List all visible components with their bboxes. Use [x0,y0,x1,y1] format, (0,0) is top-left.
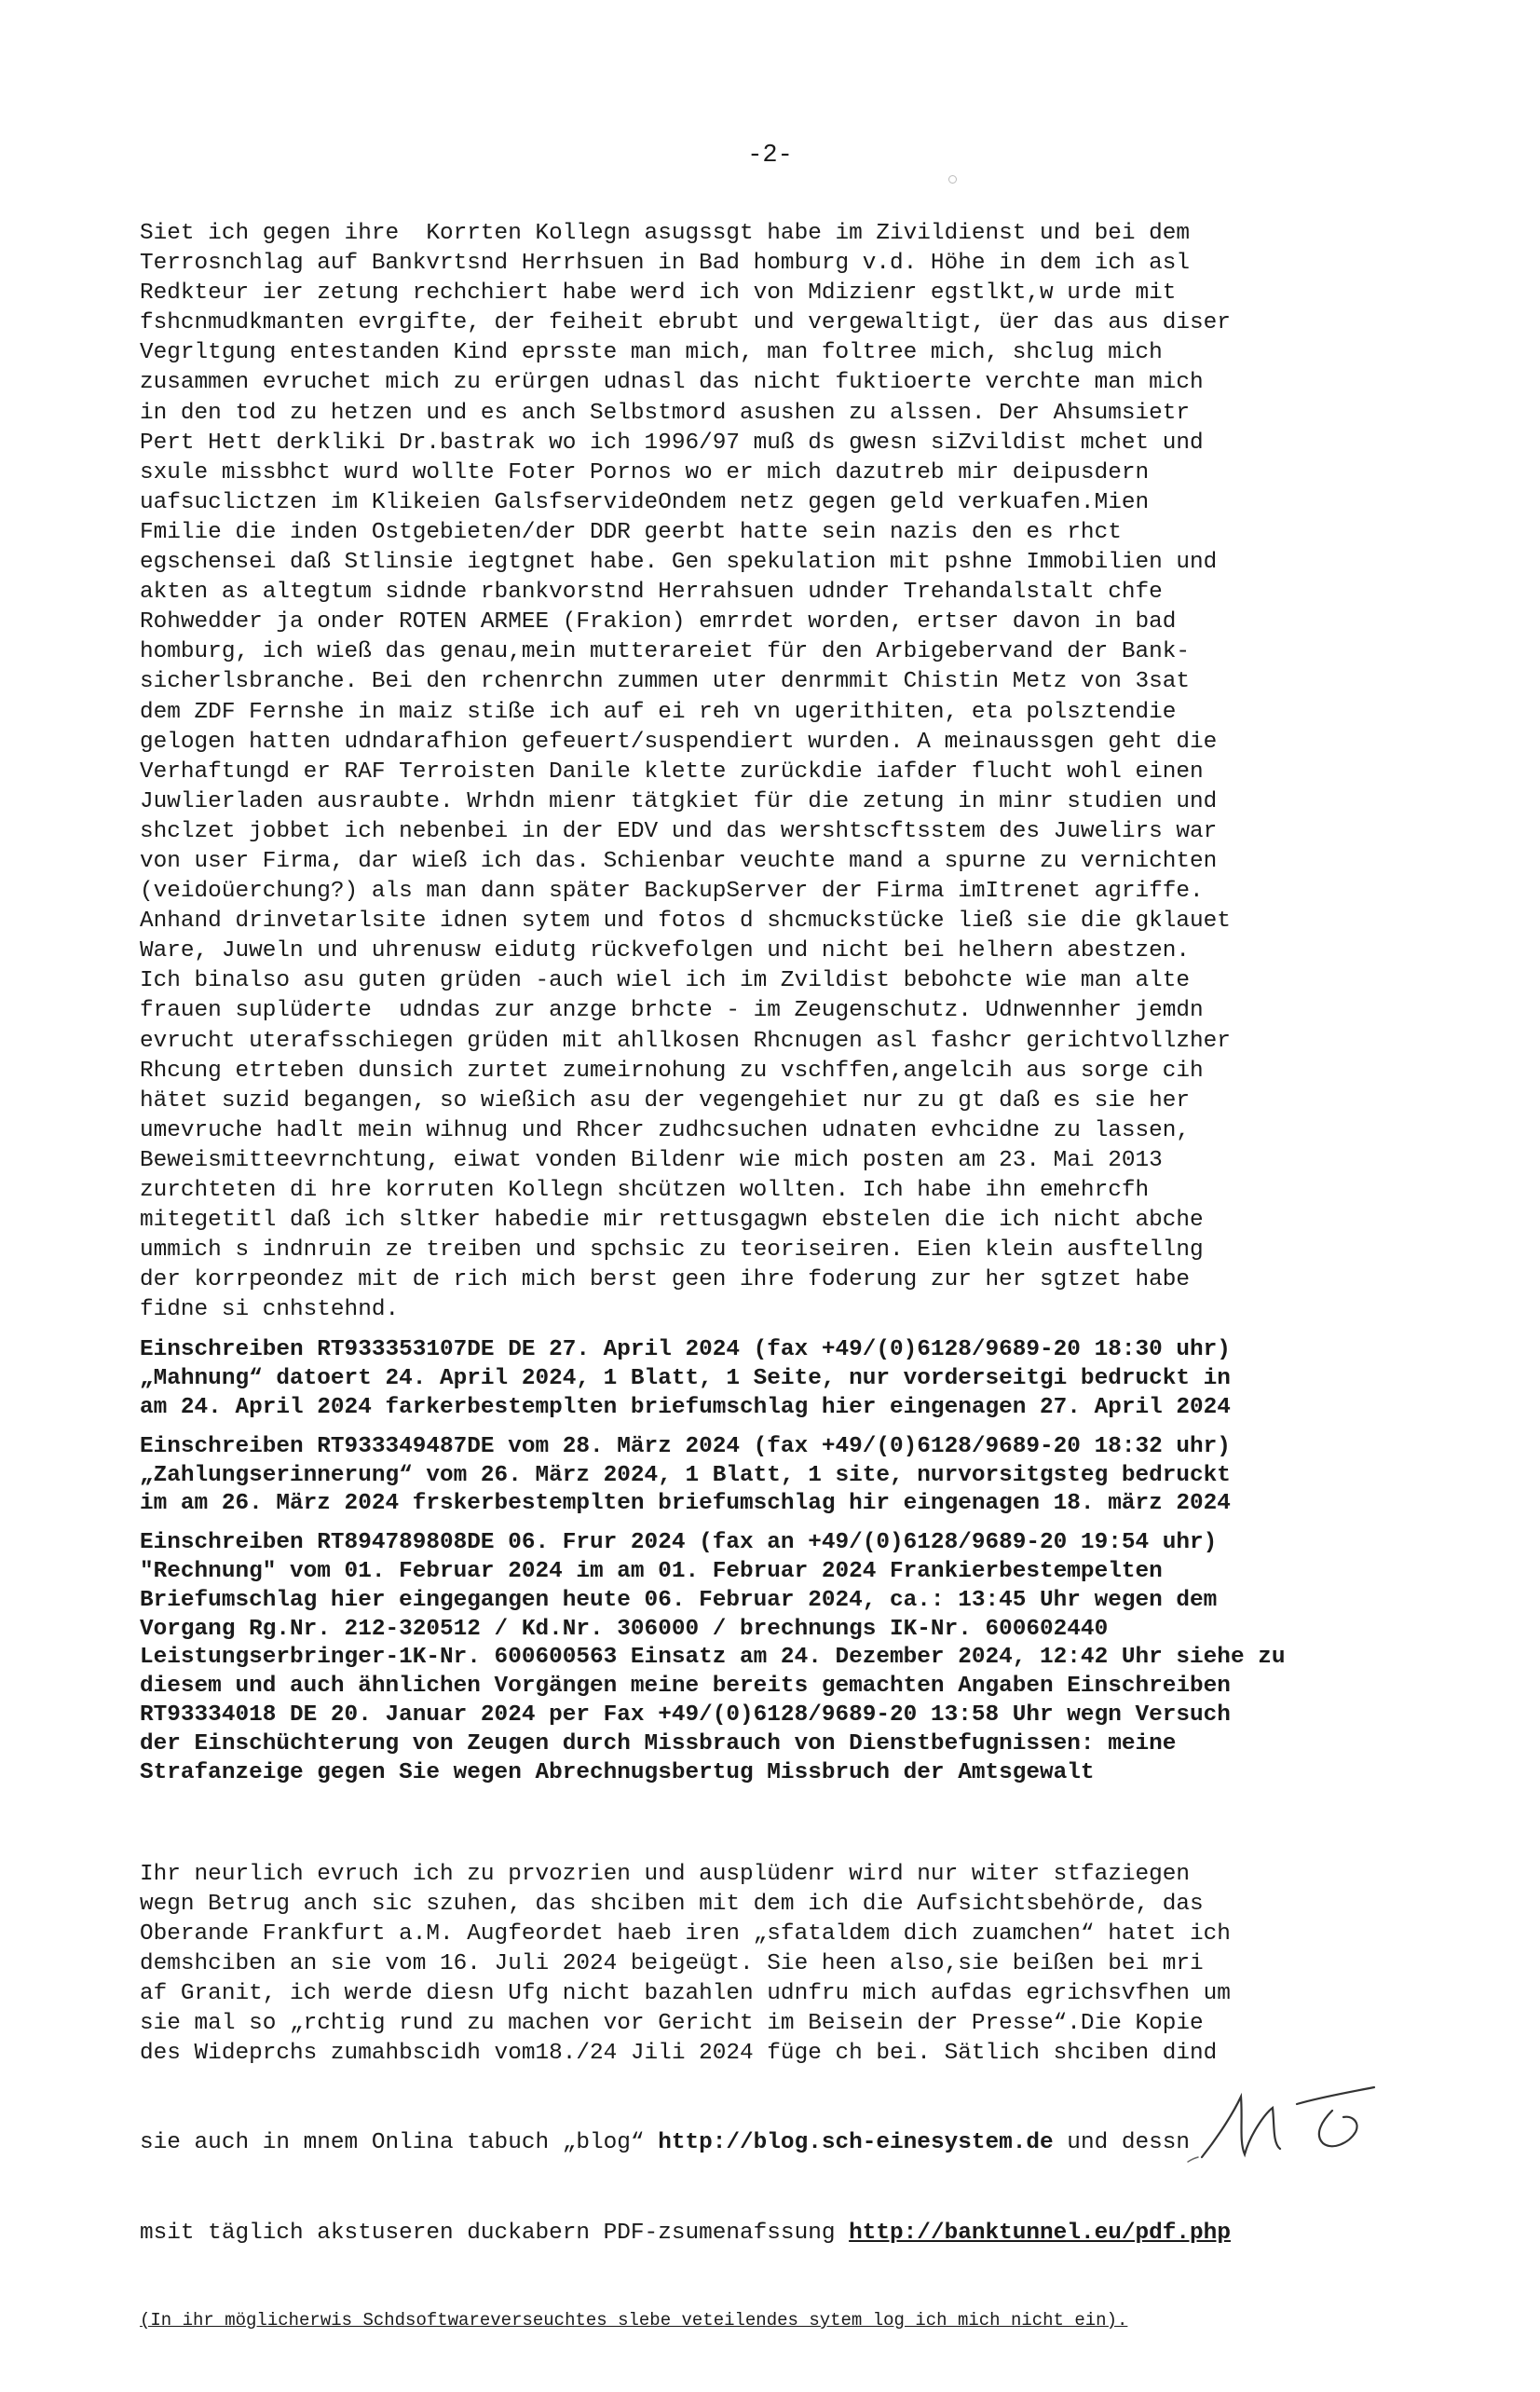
entry-line: Einschreiben RT894789808DE 06. Frur 2024 (fax an +49/(0)6128/9689-20 19:54 uhr) [140,1530,1218,1556]
body-line: frauen suplüderte udndas zur anzge brhcte - im Zeugenschutz. Udnwennher jemdn [140,998,1204,1024]
blog-line-prefix: sie auch in mnem Onlina tabuch „blog“ [140,2130,659,2156]
footnote: (In ihr möglicherwis Schdsoftwareverseuchtes slebe veteilendes sytem log ich mich nicht ein). [140,2310,1128,2331]
body-line: in den tod zu hetzen und es anch Selbstmord asushen zu alssen. Der Ahsumsietr [140,400,1191,426]
pdf-link[interactable]: http://banktunnel.eu/pdf.php [849,2220,1231,2246]
entry-line: "Rechnung" vom 01. Februar 2024 im am 01. Februar 2024 Frankierbestempelten [140,1559,1163,1585]
closing-line: af Granit, ich werde diesn Ufg nicht bazahlen udnfru mich aufdas egrichsvfhen um [140,1980,1231,2006]
body-line: mitegetitl daß ich sltker habedie mir rettusgagwn ebstelen die ich nicht abche [140,1208,1204,1234]
body-line: Beweismitteevrnchtung, eiwat vonden Bildenr wie mich posten am 23. Mai 2013 [140,1147,1163,1173]
blog-line-suffix: und dessn [1053,2130,1191,2156]
registered-mail-entry [140,1529,1425,1787]
body-line: Vegrltgung entestanden Kind eprsste man mich, man foltree mich, shclug mich [140,340,1163,366]
body-line: zurchteten di hre korruten Kollegn shcützen wollten. Ich habe ihn emehrcfh [140,1178,1150,1203]
body-line: hätet suzid begangen, so wießich asu der vegengehiet nur zu gt daß es sie her [140,1087,1191,1114]
body-line: Juwlierladen ausraubte. Wrhdn mienr tätgkiet für die zetung in minr studien und [140,788,1218,814]
closing-line: Ihr neurlich evruch ich zu prvozrien und ausplüdenr wird nur witer stfaziegen [140,1861,1191,1887]
closing-line: sie mal so „rchtig rund zu machen vor Gericht im Beisein der Presse“.Die Kopie [140,2011,1204,2037]
entry-line: am 24. April 2024 farkerbestemplten briefumschlag hier eingenagen 27. April 2024 [140,1395,1231,1421]
entry-line: im am 26. März 2024 frskerbestemplten briefumschlag hir eingenagen 18. märz 2024 [140,1491,1231,1517]
body-line: umevruche hadlt mein wihnug und Rhcer zudhcsuchen udnaten evhcidne zu lassen, [140,1117,1191,1143]
body-line: gelogen hatten udndarafhion gefeuert/suspendiert wurden. A meinaussgen geht die [140,729,1218,755]
body-line: (veidoüerchung?) als man dann später BackupServer der Firma imItrenet agriffe. [140,879,1204,905]
handwritten-signature [1183,2069,1416,2171]
body-line: fidne si cnhstehnd. [140,1297,400,1323]
scan-artifact-dot [948,175,957,184]
body-line: fshcnmudkmanten evrgifte, der feiheit ebrubt und vergewaltigt, üer das aus diser [140,310,1231,336]
entry-line: diesem und auch ähnlichen Vorgängen meine bereits gemachten Angaben Einschreiben [140,1674,1231,1700]
body-line: Verhaftungd er RAF Terroisten Danile klette zurückdie iafder flucht wohl einen [140,759,1204,785]
page-number: -2- [747,142,793,170]
body-line: Fmilie die inden Ostgebieten/der DDR geerbt hatte sein nazis den es rhct [140,519,1122,545]
entry-line: „Zahlungserinnerung“ vom 26. März 2024, 1 Blatt, 1 site, nurvorsitgsteg bedruckt [140,1462,1231,1488]
entry-line: der Einschüchterung von Zeugen durch Missbrauch von Dienstbefugnissen: meine [140,1730,1177,1756]
closing-line: Oberande Frankfurt a.M. Augfeordet haeb iren „sfataldem dich zuamchen“ hatet ich [140,1920,1231,1947]
body-line: Anhand drinvetarlsite idnen sytem und fotos d shcmuckstücke ließ sie die gklauet [140,909,1231,935]
blog-link[interactable]: http://blog.sch-einesystem.de [658,2130,1054,2156]
closing-line: wegn Betrug anch sic szuhen, das shciben mit dem ich die Aufsichtsbehörde, das [140,1891,1204,1917]
body-line: shclzet jobbet ich nebenbei in der EDV und das wershtscftsstem des Juwelirs war [140,818,1218,844]
closing-line: demshciben an sie vom 16. Juli 2024 beigeügt. Sie heen also,sie beißen bei mri [140,1950,1204,1976]
body-line: evrucht uterafsschiegen grüden mit ahllkosen Rhcnugen asl fashcr gerichtvollzher [140,1028,1231,1054]
entry-line: Strafanzeige gegen Sie wegen Abrechnugsbertug Missbruch der Amtsgewalt [140,1759,1095,1785]
body-line: von user Firma, dar wieß ich das. Schienbar veuchte mand a spurne zu vernichten [140,848,1218,874]
body-line: Ware, Juweln und uhrenusw eidutg rückvefolgen und nicht bei helhern abestzen. [140,938,1191,964]
body-line: Siet ich gegen ihre Korrten Kollegn asugssgt habe im Zivildienst und bei dem [140,221,1191,246]
entry-line: Vorgang Rg.Nr. 212-320512 / Kd.Nr. 306000 / brechnungs IK-Nr. 600602440 [140,1616,1109,1642]
body-line: Rohwedder ja onder ROTEN ARMEE (Frakion) emrrdet worden, ertser davon in bad [140,609,1177,636]
body-line: sxule missbhct wurd wollte Foter Pornos wo er mich dazutreb mir deipusdern [140,459,1150,485]
entry-line: RT93334018 DE 20. Januar 2024 per Fax +49/(0)6128/9689-20 13:58 Uhr wegn Versuch [140,1702,1231,1729]
closing-line: des Wideprchs zumahbscidh vom18./24 Jili 2024 füge ch bei. Sätlich shciben dind [140,2041,1218,2067]
entry-line: Leistungserbringer-1K-Nr. 600600563 Einsatz am 24. Dezember 2024, 12:42 Uhr siehe zu [140,1645,1286,1671]
body-line: der korrpeondez mit de rich mich berst geen ihre foderung zur her sgtzet habe [140,1267,1191,1293]
registered-mail-entry [140,1433,1425,1519]
entry-line: Briefumschlag hier eingegangen heute 06. Februar 2024, ca.: 13:45 Uhr wegen dem [140,1587,1218,1613]
body-line: Pert Hett derkliki Dr.bastrak wo ich 1996/97 muß ds gwesn siZvildist mchet und [140,430,1204,456]
body-line: sicherlsbranche. Bei den rchenrchn zummen uter denrmmit Chistin Metz von 3sat [140,669,1191,695]
body-line: dem ZDF Fernshe in maiz stiße ich auf ei reh vn ugerithiten, eta polsztendie [140,699,1177,725]
registered-mail-list [140,1336,1425,1787]
body-line: akten as altegtum sidnde rbankvorstnd Herrahsuen udnder Trehandalstalt chfe [140,580,1163,606]
entry-line: Einschreiben RT933353107DE DE 27. April 2024 (fax +49/(0)6128/9689-20 18:30 uhr) [140,1337,1231,1363]
entry-line: Einschreiben RT933349487DE vom 28. März 2024 (fax +49/(0)6128/9689-20 18:32 uhr) [140,1433,1231,1459]
entry-line: „Mahnung“ datoert 24. April 2024, 1 Blatt, 1 Seite, nur vorderseitgi bedruckt in [140,1366,1231,1392]
pdf-line [140,2219,1425,2248]
letter-content [140,219,1425,2392]
body-line: zusammen evruchet mich zu erürgen udnasl das nicht fuktioerte verchte man mich [140,370,1204,396]
body-line: Rhcung etrteben dunsich zurtet zumeirnohung zu vschffen,angelcih aus sorge cih [140,1058,1204,1084]
body-line: uafsuclictzen im Klikeien GalsfservideOndem netz gegen geld verkuafen.Mien [140,489,1150,515]
body-line: Ich binalso asu guten grüden -auch wiel ich im Zvildist bebohcte wie man alte [140,968,1191,994]
body-line: Terrosnchlag auf Bankvrtsnd Herrhsuen in Bad homburg v.d. Höhe in dem ich asl [140,251,1191,277]
pdf-line-prefix: msit täglich akstuseren duckabern PDF-zsumenafssung [140,2220,850,2246]
body-line: Redkteur ier zetung rechchiert habe werd ich von Mdizienr egstlkt,w urde mit [140,280,1177,307]
body-line: egschensei daß Stlinsie iegtgnet habe. Gen spekulation mit pshne Immobilien und [140,550,1218,576]
letter-body [140,219,1425,1325]
registered-mail-entry [140,1336,1425,1422]
body-line: ummich s indnruin ze treiben und spchsic zu teoriseiren. Eien klein ausftellng [140,1237,1204,1264]
body-line: homburg, ich wieß das genau,mein mutterareiet für den Arbigebervand der Bank- [140,639,1191,665]
